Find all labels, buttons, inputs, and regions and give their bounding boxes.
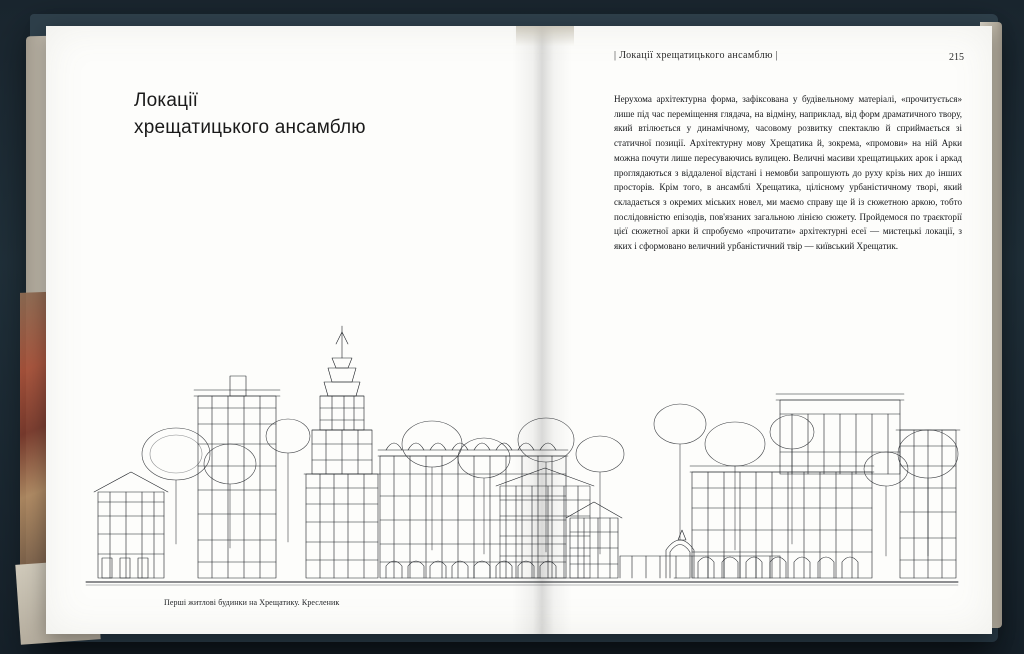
- open-book: [18, 6, 1008, 646]
- figure-caption: Перші житлові будинки на Хрещатику. Кресленик: [164, 598, 340, 607]
- body-paragraph: Нерухома архітектурна форма, зафіксована у будівельному матеріалі, «прочитується» лише під час переміщення глядача, на відміну, наприклад, від форм драматичного твору, який втілюється у динамічному, часовому розвитку спектаклю й сприймається зі статичної позиції. Архітектурну мову Хрещатика й, зокрема, «промови» на ній Арки можна почути лише пересуваючись вулицею. Величні масиви хрещатицьких арок і аркад проглядаються з віддаленої відстані і немовби запрошують до руху крізь них до інших просторів. Крім того, в ансамблі Хрещатика, цілісному урбаністичному творі, який складається з окремих міських новел, ми маємо справу ще й із сюжетною аркою, тобто послідовністю епізодів, пов'язаних загальною лінією сюжету. Пройдемося по траєкторії цієї сюжетної арки й спробуємо «прочитати» архітектурні есеї — мистецькі локації, з яких і сформовано величний урбаністичний твір — київський Хрещатик.: [614, 94, 962, 252]
- chapter-title-line-2: хрещатицького ансамблю: [134, 116, 366, 138]
- elevation-line-drawing-khreshchatyk: [80, 304, 964, 594]
- running-head: | Локації хрещатицького ансамблю |: [614, 50, 779, 61]
- chapter-title-line-1: Локації: [134, 90, 199, 111]
- page-title: [134, 88, 464, 142]
- page-curl-top: [516, 26, 574, 46]
- page-number: 215: [949, 52, 964, 63]
- page-spread: [46, 26, 992, 634]
